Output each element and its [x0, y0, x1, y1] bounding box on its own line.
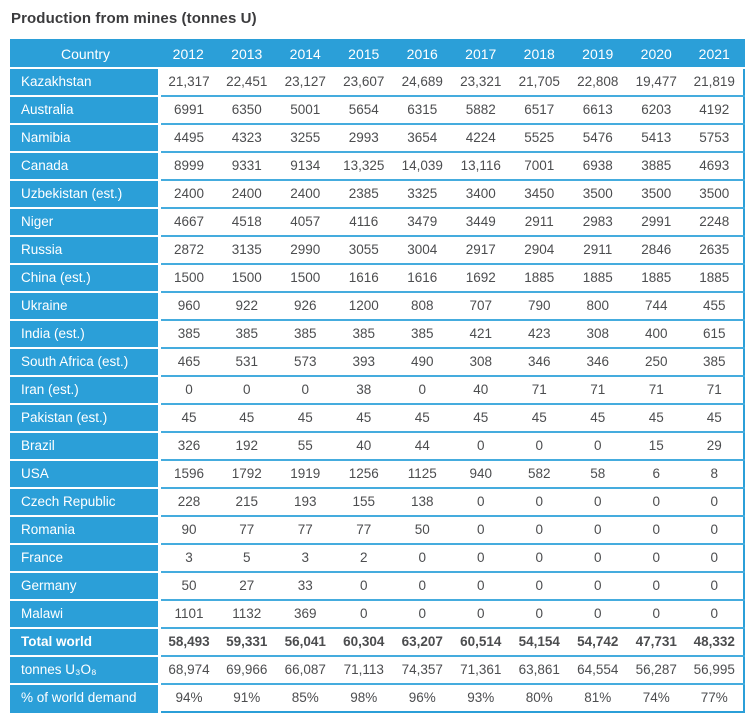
- table-cell: 707: [452, 292, 511, 320]
- table-cell: 250: [627, 348, 686, 376]
- table-cell: 56,995: [686, 656, 745, 684]
- table-cell: 4693: [686, 152, 745, 180]
- table-cell: 58,493: [159, 628, 218, 656]
- table-cell: 1596: [159, 460, 218, 488]
- table-cell: 1919: [276, 460, 335, 488]
- table-cell: 69,966: [218, 656, 277, 684]
- table-cell: 790: [510, 292, 569, 320]
- table-cell: 45: [276, 404, 335, 432]
- table-cell: 7001: [510, 152, 569, 180]
- table-cell: 80%: [510, 684, 569, 712]
- table-cell: 5882: [452, 96, 511, 124]
- header-row: [11, 40, 744, 68]
- table-cell: 228: [159, 488, 218, 516]
- table-cell: 385: [393, 320, 452, 348]
- table-cell: 81%: [569, 684, 628, 712]
- table-row: [11, 180, 744, 208]
- table-cell: 0: [159, 376, 218, 404]
- table-cell: 0: [452, 432, 511, 460]
- table-cell: 47,731: [627, 628, 686, 656]
- column-header-year: 2016: [393, 40, 452, 68]
- table-cell: 9134: [276, 152, 335, 180]
- table-cell: 45: [569, 404, 628, 432]
- table-cell: 6: [627, 460, 686, 488]
- table-cell: 4518: [218, 208, 277, 236]
- column-header-country: Country: [11, 40, 159, 68]
- table-row: [11, 236, 744, 264]
- table-cell: 1125: [393, 460, 452, 488]
- row-label: Namibia: [11, 124, 159, 152]
- table-cell: 0: [335, 572, 394, 600]
- table-cell: 385: [335, 320, 394, 348]
- table-cell: 23,321: [452, 68, 511, 96]
- row-label: Ukraine: [11, 292, 159, 320]
- table-cell: 1500: [159, 264, 218, 292]
- table-cell: 5413: [627, 124, 686, 152]
- table-cell: 2635: [686, 236, 745, 264]
- table-cell: 55: [276, 432, 335, 460]
- table-cell: 2400: [218, 180, 277, 208]
- table-cell: 0: [393, 544, 452, 572]
- table-cell: 45: [510, 404, 569, 432]
- table-cell: 155: [335, 488, 394, 516]
- table-cell: 1132: [218, 600, 277, 628]
- table-cell: 0: [452, 516, 511, 544]
- table-cell: 2991: [627, 208, 686, 236]
- table-cell: 2400: [159, 180, 218, 208]
- table-cell: 15: [627, 432, 686, 460]
- table-cell: 0: [627, 544, 686, 572]
- table-cell: 3500: [627, 180, 686, 208]
- table-cell: 77%: [686, 684, 745, 712]
- table-cell: 3255: [276, 124, 335, 152]
- table-cell: 45: [627, 404, 686, 432]
- table-cell: 40: [335, 432, 394, 460]
- table-cell: 346: [510, 348, 569, 376]
- table-cell: 3: [276, 544, 335, 572]
- table-cell: 0: [569, 544, 628, 572]
- table-cell: 93%: [452, 684, 511, 712]
- table-row: [11, 656, 744, 684]
- table-row: [11, 684, 744, 712]
- table-cell: 385: [218, 320, 277, 348]
- table-cell: 45: [218, 404, 277, 432]
- row-label: Niger: [11, 208, 159, 236]
- table-cell: 3: [159, 544, 218, 572]
- row-label: Brazil: [11, 432, 159, 460]
- table-cell: 71: [686, 376, 745, 404]
- table-cell: 1200: [335, 292, 394, 320]
- table-cell: 940: [452, 460, 511, 488]
- table-cell: 582: [510, 460, 569, 488]
- table-cell: 1616: [393, 264, 452, 292]
- table-cell: 490: [393, 348, 452, 376]
- table-cell: 393: [335, 348, 394, 376]
- column-header-year: 2019: [569, 40, 628, 68]
- table-cell: 0: [569, 432, 628, 460]
- table-cell: 2: [335, 544, 394, 572]
- table-cell: 4667: [159, 208, 218, 236]
- row-label: Total world: [11, 628, 159, 656]
- table-cell: 58: [569, 460, 628, 488]
- table-body: [11, 68, 744, 712]
- table-cell: 0: [452, 488, 511, 516]
- table-cell: 6350: [218, 96, 277, 124]
- table-cell: 45: [686, 404, 745, 432]
- table-cell: 1885: [627, 264, 686, 292]
- row-label: Romania: [11, 516, 159, 544]
- row-label: India (est.): [11, 320, 159, 348]
- table-cell: 63,861: [510, 656, 569, 684]
- table-cell: 0: [569, 488, 628, 516]
- table-cell: 2904: [510, 236, 569, 264]
- table-cell: 0: [510, 432, 569, 460]
- table-cell: 0: [686, 572, 745, 600]
- table-row: [11, 152, 744, 180]
- table-cell: 5476: [569, 124, 628, 152]
- table-cell: 960: [159, 292, 218, 320]
- table-cell: 2911: [569, 236, 628, 264]
- table-cell: 326: [159, 432, 218, 460]
- table-cell: 0: [627, 572, 686, 600]
- table-cell: 1885: [510, 264, 569, 292]
- table-cell: 27: [218, 572, 277, 600]
- table-cell: 2248: [686, 208, 745, 236]
- table-cell: 4323: [218, 124, 277, 152]
- table-row: [11, 348, 744, 376]
- table-cell: 45: [452, 404, 511, 432]
- table-cell: 13,116: [452, 152, 511, 180]
- table-cell: 3450: [510, 180, 569, 208]
- table-cell: 3500: [686, 180, 745, 208]
- row-label: Uzbekistan (est.): [11, 180, 159, 208]
- table-cell: 346: [569, 348, 628, 376]
- table-cell: 0: [276, 376, 335, 404]
- table-cell: 77: [218, 516, 277, 544]
- table-cell: 19,477: [627, 68, 686, 96]
- table-cell: 1885: [686, 264, 745, 292]
- table-row: [11, 460, 744, 488]
- page-title: Production from mines (tonnes U): [11, 10, 257, 27]
- table-cell: 615: [686, 320, 745, 348]
- table-cell: 21,317: [159, 68, 218, 96]
- table-cell: 6613: [569, 96, 628, 124]
- column-header-year: 2014: [276, 40, 335, 68]
- table-cell: 3885: [627, 152, 686, 180]
- table-cell: 45: [393, 404, 452, 432]
- table-cell: 6991: [159, 96, 218, 124]
- table-row: [11, 208, 744, 236]
- table-row: [11, 124, 744, 152]
- table-cell: 71: [569, 376, 628, 404]
- table-cell: 192: [218, 432, 277, 460]
- table-cell: 922: [218, 292, 277, 320]
- table-cell: 0: [569, 600, 628, 628]
- table-cell: 2993: [335, 124, 394, 152]
- row-label: Malawi: [11, 600, 159, 628]
- table-cell: 573: [276, 348, 335, 376]
- table-cell: 71: [627, 376, 686, 404]
- table-cell: 3135: [218, 236, 277, 264]
- table-row: [11, 488, 744, 516]
- table-row: [11, 376, 744, 404]
- table-cell: 74,357: [393, 656, 452, 684]
- table-cell: 385: [686, 348, 745, 376]
- table-cell: 3055: [335, 236, 394, 264]
- table-cell: 3325: [393, 180, 452, 208]
- row-label: Australia: [11, 96, 159, 124]
- table-row: [11, 544, 744, 572]
- table-row: [11, 96, 744, 124]
- table-cell: 50: [393, 516, 452, 544]
- table-cell: 1885: [569, 264, 628, 292]
- row-label: China (est.): [11, 264, 159, 292]
- table-cell: 90: [159, 516, 218, 544]
- table-cell: 5654: [335, 96, 394, 124]
- table-cell: 1101: [159, 600, 218, 628]
- table-cell: 5001: [276, 96, 335, 124]
- table-cell: 56,287: [627, 656, 686, 684]
- row-label: Iran (est.): [11, 376, 159, 404]
- table-cell: 4192: [686, 96, 745, 124]
- row-label: France: [11, 544, 159, 572]
- table-cell: 2400: [276, 180, 335, 208]
- row-label: Kazakhstan: [11, 68, 159, 96]
- table-cell: 0: [452, 572, 511, 600]
- row-label: Pakistan (est.): [11, 404, 159, 432]
- table-cell: 0: [452, 600, 511, 628]
- table-cell: 0: [569, 516, 628, 544]
- table-cell: 54,742: [569, 628, 628, 656]
- table-cell: 4116: [335, 208, 394, 236]
- table-cell: 0: [510, 600, 569, 628]
- table-cell: 400: [627, 320, 686, 348]
- table-row: [11, 432, 744, 460]
- table-cell: 0: [686, 516, 745, 544]
- table-cell: 0: [218, 376, 277, 404]
- table-cell: 2385: [335, 180, 394, 208]
- table-cell: 1500: [276, 264, 335, 292]
- table-cell: 4495: [159, 124, 218, 152]
- table-cell: 3400: [452, 180, 511, 208]
- table-cell: 6517: [510, 96, 569, 124]
- table-cell: 60,304: [335, 628, 394, 656]
- table-cell: 44: [393, 432, 452, 460]
- table-cell: 2846: [627, 236, 686, 264]
- table-cell: 8: [686, 460, 745, 488]
- table-cell: 3654: [393, 124, 452, 152]
- table-cell: 215: [218, 488, 277, 516]
- table-cell: 33: [276, 572, 335, 600]
- table-cell: 6203: [627, 96, 686, 124]
- production-table: [10, 39, 745, 713]
- row-label: Russia: [11, 236, 159, 264]
- table-cell: 0: [686, 600, 745, 628]
- table-cell: 308: [452, 348, 511, 376]
- table-cell: 14,039: [393, 152, 452, 180]
- table-cell: 1616: [335, 264, 394, 292]
- table-cell: 68,974: [159, 656, 218, 684]
- table-cell: 0: [686, 544, 745, 572]
- table-cell: 71,113: [335, 656, 394, 684]
- row-label: Czech Republic: [11, 488, 159, 516]
- table-cell: 9331: [218, 152, 277, 180]
- table-cell: 45: [335, 404, 394, 432]
- table-cell: 0: [627, 516, 686, 544]
- table-cell: 193: [276, 488, 335, 516]
- table-row: [11, 292, 744, 320]
- table-cell: 531: [218, 348, 277, 376]
- table-cell: 2872: [159, 236, 218, 264]
- table-cell: 0: [510, 572, 569, 600]
- table-cell: 0: [627, 600, 686, 628]
- table-cell: 455: [686, 292, 745, 320]
- table-cell: 2990: [276, 236, 335, 264]
- table-cell: 6315: [393, 96, 452, 124]
- table-cell: 0: [627, 488, 686, 516]
- table-cell: 64,554: [569, 656, 628, 684]
- table-cell: 23,607: [335, 68, 394, 96]
- row-label: Germany: [11, 572, 159, 600]
- table-row: [11, 600, 744, 628]
- table-row: [11, 68, 744, 96]
- table-cell: 22,808: [569, 68, 628, 96]
- table-cell: 59,331: [218, 628, 277, 656]
- table-row: [11, 404, 744, 432]
- column-header-year: 2018: [510, 40, 569, 68]
- table-cell: 0: [510, 516, 569, 544]
- table-cell: 308: [569, 320, 628, 348]
- column-header-year: 2013: [218, 40, 277, 68]
- table-cell: 74%: [627, 684, 686, 712]
- column-header-year: 2012: [159, 40, 218, 68]
- row-label: % of world demand: [11, 684, 159, 712]
- table-cell: 3449: [452, 208, 511, 236]
- table-cell: 423: [510, 320, 569, 348]
- table-cell: 22,451: [218, 68, 277, 96]
- table-cell: 1692: [452, 264, 511, 292]
- table-cell: 2917: [452, 236, 511, 264]
- table-cell: 2983: [569, 208, 628, 236]
- table-cell: 0: [393, 572, 452, 600]
- table-cell: 3500: [569, 180, 628, 208]
- table-cell: 45: [159, 404, 218, 432]
- table-cell: 77: [276, 516, 335, 544]
- table-cell: 138: [393, 488, 452, 516]
- table-cell: 94%: [159, 684, 218, 712]
- table-cell: 0: [569, 572, 628, 600]
- table-cell: 6938: [569, 152, 628, 180]
- table-cell: 369: [276, 600, 335, 628]
- table-cell: 744: [627, 292, 686, 320]
- table-cell: 60,514: [452, 628, 511, 656]
- table-cell: 0: [393, 600, 452, 628]
- table-cell: 63,207: [393, 628, 452, 656]
- table-cell: 0: [510, 488, 569, 516]
- table-cell: 50: [159, 572, 218, 600]
- table-cell: 800: [569, 292, 628, 320]
- table-cell: 4224: [452, 124, 511, 152]
- table-cell: 23,127: [276, 68, 335, 96]
- table-row: [11, 628, 744, 656]
- table-row: [11, 320, 744, 348]
- row-label: USA: [11, 460, 159, 488]
- table-cell: 1792: [218, 460, 277, 488]
- table-cell: 71,361: [452, 656, 511, 684]
- table-cell: 29: [686, 432, 745, 460]
- table-cell: 5753: [686, 124, 745, 152]
- table-cell: 24,689: [393, 68, 452, 96]
- table-cell: 96%: [393, 684, 452, 712]
- table-cell: 21,819: [686, 68, 745, 96]
- table-cell: 38: [335, 376, 394, 404]
- table-cell: 8999: [159, 152, 218, 180]
- table-cell: 0: [452, 544, 511, 572]
- row-label: Canada: [11, 152, 159, 180]
- table-cell: 5525: [510, 124, 569, 152]
- table-row: [11, 516, 744, 544]
- table-cell: 0: [393, 376, 452, 404]
- table-cell: 56,041: [276, 628, 335, 656]
- table-cell: 5: [218, 544, 277, 572]
- table-cell: 98%: [335, 684, 394, 712]
- table-cell: 926: [276, 292, 335, 320]
- table-row: [11, 264, 744, 292]
- row-label: South Africa (est.): [11, 348, 159, 376]
- table-cell: 2911: [510, 208, 569, 236]
- table-cell: 1256: [335, 460, 394, 488]
- table-cell: 48,332: [686, 628, 745, 656]
- column-header-year: 2015: [335, 40, 394, 68]
- table-cell: 0: [510, 544, 569, 572]
- table-cell: 3479: [393, 208, 452, 236]
- table-cell: 71: [510, 376, 569, 404]
- table-cell: 0: [686, 488, 745, 516]
- table-cell: 4057: [276, 208, 335, 236]
- table-cell: 808: [393, 292, 452, 320]
- column-header-year: 2017: [452, 40, 511, 68]
- table-cell: 385: [276, 320, 335, 348]
- table-cell: 40: [452, 376, 511, 404]
- row-label: tonnes U₃O₈: [11, 656, 159, 684]
- table-cell: 66,087: [276, 656, 335, 684]
- table-cell: 91%: [218, 684, 277, 712]
- table-cell: 1500: [218, 264, 277, 292]
- column-header-year: 2020: [627, 40, 686, 68]
- table-cell: 0: [335, 600, 394, 628]
- table-cell: 21,705: [510, 68, 569, 96]
- table-cell: 3004: [393, 236, 452, 264]
- table-cell: 421: [452, 320, 511, 348]
- table-cell: 85%: [276, 684, 335, 712]
- table-cell: 77: [335, 516, 394, 544]
- table-cell: 465: [159, 348, 218, 376]
- table-cell: 13,325: [335, 152, 394, 180]
- table-row: [11, 572, 744, 600]
- column-header-year: 2021: [686, 40, 745, 68]
- table-cell: 54,154: [510, 628, 569, 656]
- table-cell: 385: [159, 320, 218, 348]
